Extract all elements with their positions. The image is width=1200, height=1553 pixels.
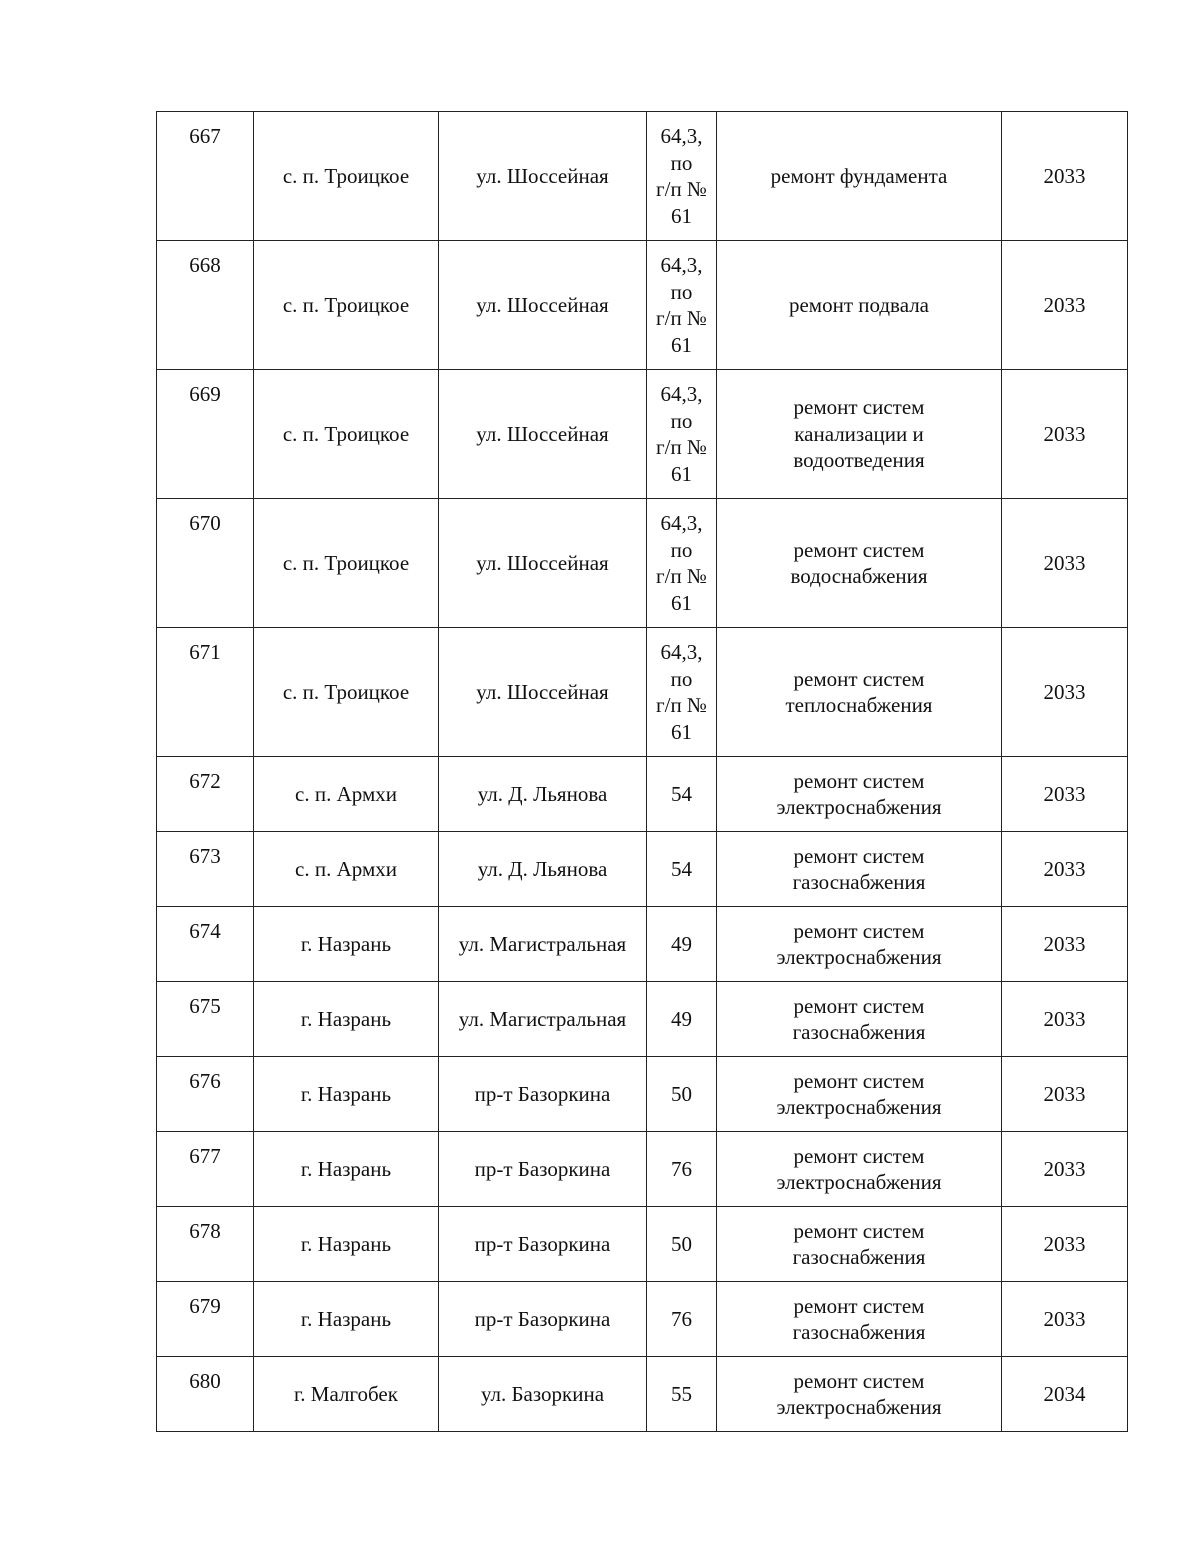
- work-type-cell-line: водоснабжения: [790, 564, 928, 588]
- work-type-cell: [717, 1207, 1002, 1282]
- year-cell: 2033: [1002, 1282, 1128, 1357]
- house-cell: [647, 1357, 717, 1432]
- settlement-cell: г. Назрань: [254, 1282, 439, 1357]
- work-type-cell-line: ремонт систем: [793, 1143, 925, 1168]
- table-row: [157, 628, 1128, 757]
- house-cell-line: 61: [671, 203, 692, 228]
- street-cell: пр-т Базоркина: [439, 1282, 647, 1357]
- work-type-cell-line: ремонт систем: [793, 993, 925, 1018]
- settlement-cell: г. Назрань: [254, 982, 439, 1057]
- street-cell: ул. Шоссейная: [439, 370, 647, 499]
- work-type-cell-line: ремонт подвала: [788, 292, 930, 317]
- house-cell-line: 64,3,: [660, 511, 703, 535]
- house-cell-line: по: [670, 537, 693, 562]
- table-row: [157, 1132, 1128, 1207]
- house-cell: [647, 112, 717, 241]
- work-type-cell-line: ремонт систем: [793, 918, 925, 943]
- house-cell: [647, 1207, 717, 1282]
- work-type-cell: [717, 370, 1002, 499]
- work-type-cell-line: электроснабжения: [776, 1095, 942, 1119]
- house-cell-line: 64,3,: [660, 253, 703, 277]
- table-row: [157, 1357, 1128, 1432]
- settlement-cell: с. п. Троицкое: [254, 628, 439, 757]
- work-type-cell-line: водоотведения: [793, 448, 925, 473]
- row-number-cell: 679: [157, 1282, 254, 1357]
- work-type-cell: [717, 241, 1002, 370]
- work-type-cell-line: ремонт систем: [793, 843, 925, 868]
- house-cell-line: по: [670, 666, 693, 691]
- year-cell: 2033: [1002, 499, 1128, 628]
- house-cell-line: по: [670, 150, 693, 175]
- house-cell: [647, 832, 717, 907]
- row-number-cell: 667: [157, 112, 254, 241]
- house-cell: [647, 1282, 717, 1357]
- street-cell: ул. Шоссейная: [439, 499, 647, 628]
- year-cell: 2033: [1002, 1132, 1128, 1207]
- street-cell: ул. Д. Льянова: [439, 757, 647, 832]
- work-type-cell-line: ремонт систем: [793, 666, 925, 691]
- house-cell-line: г/п №: [656, 564, 707, 588]
- settlement-cell: с. п. Троицкое: [254, 499, 439, 628]
- row-number-cell: 668: [157, 241, 254, 370]
- house-cell-line: г/п №: [656, 177, 707, 201]
- house-cell-line: 64,3,: [660, 640, 703, 664]
- house-cell: [647, 241, 717, 370]
- year-cell: 2033: [1002, 907, 1128, 982]
- table-row: [157, 112, 1128, 241]
- year-cell: 2033: [1002, 1057, 1128, 1132]
- work-type-cell: [717, 1357, 1002, 1432]
- house-cell: [647, 982, 717, 1057]
- settlement-cell: г. Назрань: [254, 1207, 439, 1282]
- house-cell: [647, 907, 717, 982]
- work-type-cell: [717, 628, 1002, 757]
- work-type-cell: [717, 1282, 1002, 1357]
- work-type-cell-line: ремонт систем: [793, 1368, 925, 1393]
- table-row: [157, 1282, 1128, 1357]
- house-cell-line: 76: [671, 1306, 692, 1331]
- house-cell: [647, 1132, 717, 1207]
- settlement-cell: г. Назрань: [254, 907, 439, 982]
- street-cell: ул. Шоссейная: [439, 112, 647, 241]
- house-cell-line: 49: [671, 931, 692, 956]
- house-cell-line: 61: [671, 590, 692, 615]
- house-cell-line: 50: [671, 1231, 692, 1256]
- street-cell: ул. Магистральная: [439, 907, 647, 982]
- settlement-cell: с. п. Армхи: [254, 757, 439, 832]
- street-cell: пр-т Базоркина: [439, 1132, 647, 1207]
- house-cell-line: 61: [671, 461, 692, 486]
- year-cell: 2033: [1002, 832, 1128, 907]
- house-cell: [647, 1057, 717, 1132]
- table-row: [157, 1057, 1128, 1132]
- work-type-cell: [717, 1057, 1002, 1132]
- settlement-cell: с. п. Армхи: [254, 832, 439, 907]
- house-cell-line: 50: [671, 1081, 692, 1106]
- year-cell: 2033: [1002, 628, 1128, 757]
- table-row: [157, 757, 1128, 832]
- row-number-cell: 673: [157, 832, 254, 907]
- street-cell: ул. Шоссейная: [439, 628, 647, 757]
- settlement-cell: с. п. Троицкое: [254, 241, 439, 370]
- settlement-cell: с. п. Троицкое: [254, 112, 439, 241]
- work-type-cell: [717, 1132, 1002, 1207]
- street-cell: пр-т Базоркина: [439, 1057, 647, 1132]
- row-number-cell: 670: [157, 499, 254, 628]
- work-type-cell-line: электроснабжения: [776, 1170, 942, 1194]
- work-type-cell-line: ремонт систем: [793, 768, 925, 793]
- house-cell-line: 49: [671, 1006, 692, 1031]
- work-type-cell: [717, 757, 1002, 832]
- row-number-cell: 672: [157, 757, 254, 832]
- settlement-cell: г. Малгобек: [254, 1357, 439, 1432]
- table-row: [157, 832, 1128, 907]
- house-cell-line: 61: [671, 332, 692, 357]
- year-cell: 2033: [1002, 241, 1128, 370]
- table-row: [157, 370, 1128, 499]
- house-cell-line: 64,3,: [660, 382, 703, 406]
- street-cell: ул. Шоссейная: [439, 241, 647, 370]
- year-cell: 2034: [1002, 1357, 1128, 1432]
- work-type-cell-line: канализации и: [794, 421, 924, 446]
- table-row: [157, 907, 1128, 982]
- house-cell-line: по: [670, 279, 693, 304]
- street-cell: ул. Д. Льянова: [439, 832, 647, 907]
- row-number-cell: 675: [157, 982, 254, 1057]
- house-cell-line: г/п №: [656, 693, 707, 717]
- work-type-cell-line: газоснабжения: [792, 1320, 926, 1344]
- row-number-cell: 680: [157, 1357, 254, 1432]
- row-number-cell: 669: [157, 370, 254, 499]
- year-cell: 2033: [1002, 370, 1128, 499]
- row-number-cell: 674: [157, 907, 254, 982]
- house-cell: [647, 628, 717, 757]
- row-number-cell: 678: [157, 1207, 254, 1282]
- house-cell-line: 61: [671, 719, 692, 744]
- work-type-cell-line: электроснабжения: [776, 945, 942, 969]
- table-row: [157, 499, 1128, 628]
- work-type-cell-line: газоснабжения: [792, 1020, 926, 1044]
- house-cell: [647, 757, 717, 832]
- settlement-cell: с. п. Троицкое: [254, 370, 439, 499]
- year-cell: 2033: [1002, 112, 1128, 241]
- row-number-cell: 676: [157, 1057, 254, 1132]
- work-type-cell-line: ремонт фундамента: [770, 163, 948, 188]
- street-cell: ул. Магистральная: [439, 982, 647, 1057]
- work-type-cell-line: ремонт систем: [793, 537, 925, 562]
- house-cell-line: 55: [671, 1381, 692, 1406]
- settlement-cell: г. Назрань: [254, 1132, 439, 1207]
- house-cell-line: г/п №: [656, 306, 707, 330]
- house-cell-line: 64,3,: [660, 124, 703, 148]
- year-cell: 2033: [1002, 982, 1128, 1057]
- work-type-cell-line: ремонт систем: [793, 1293, 925, 1318]
- row-number-cell: 677: [157, 1132, 254, 1207]
- year-cell: 2033: [1002, 1207, 1128, 1282]
- table-row: [157, 982, 1128, 1057]
- work-type-cell-line: газоснабжения: [792, 1245, 926, 1269]
- work-type-cell-line: электроснабжения: [776, 1395, 942, 1419]
- work-type-cell: [717, 112, 1002, 241]
- house-cell-line: по: [670, 408, 693, 433]
- work-type-cell: [717, 499, 1002, 628]
- house-cell-line: г/п №: [656, 435, 707, 459]
- work-type-cell-line: электроснабжения: [776, 795, 942, 819]
- work-type-cell-line: газоснабжения: [792, 870, 926, 894]
- work-type-cell-line: ремонт систем: [793, 1068, 925, 1093]
- house-cell-line: 54: [671, 856, 692, 881]
- work-type-cell-line: ремонт систем: [793, 1218, 925, 1243]
- table-body: [157, 112, 1128, 1432]
- street-cell: пр-т Базоркина: [439, 1207, 647, 1282]
- year-cell: 2033: [1002, 757, 1128, 832]
- work-type-cell: [717, 832, 1002, 907]
- street-cell: ул. Базоркина: [439, 1357, 647, 1432]
- settlement-cell: г. Назрань: [254, 1057, 439, 1132]
- house-cell: [647, 499, 717, 628]
- house-cell: [647, 370, 717, 499]
- row-number-cell: 671: [157, 628, 254, 757]
- table-row: [157, 1207, 1128, 1282]
- house-cell-line: 76: [671, 1156, 692, 1181]
- repair-schedule-table: [156, 111, 1128, 1432]
- table-row: [157, 241, 1128, 370]
- work-type-cell-line: теплоснабжения: [785, 693, 933, 717]
- work-type-cell: [717, 982, 1002, 1057]
- house-cell-line: 54: [671, 781, 692, 806]
- work-type-cell-line: ремонт систем: [793, 395, 925, 420]
- work-type-cell: [717, 907, 1002, 982]
